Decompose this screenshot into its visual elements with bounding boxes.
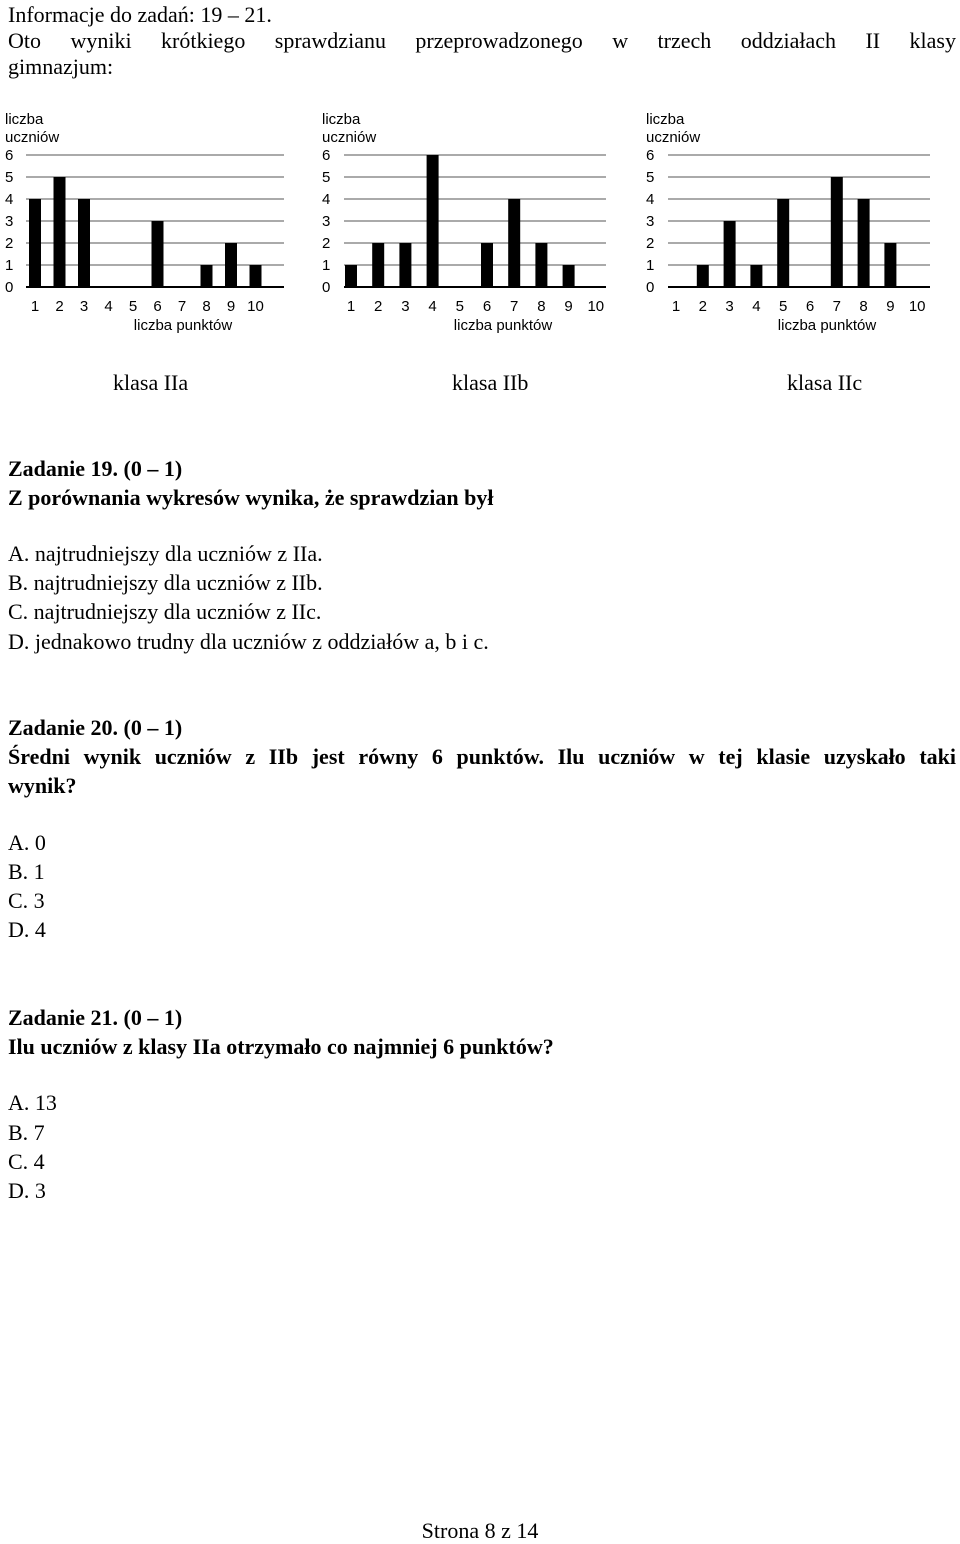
chart-1-bar bbox=[225, 243, 237, 287]
chart-2-bar bbox=[372, 243, 384, 287]
chart-1-xtick-label: 3 bbox=[79, 298, 89, 315]
chart-2-bar bbox=[399, 243, 411, 287]
chart-2-ytick-label: 2 bbox=[322, 235, 331, 252]
chart-caption-iic: klasa IIc bbox=[787, 370, 863, 395]
task-21-option-b: B. 7 bbox=[8, 1120, 45, 1145]
chart-3-ylabel: liczba bbox=[646, 111, 685, 128]
chart-1-ytick-label: 5 bbox=[5, 169, 14, 186]
chart-2-xtick-label: 2 bbox=[374, 298, 383, 315]
chart-1-xtick-label: 7 bbox=[177, 298, 187, 315]
chart-1-xtick-label: 4 bbox=[104, 298, 113, 315]
chart-2-bar bbox=[345, 265, 357, 287]
chart-3-xtick-label: 8 bbox=[859, 298, 868, 315]
chart-1-xtick-label: 8 bbox=[202, 298, 211, 315]
chart-1-bar bbox=[54, 177, 66, 287]
chart-3-ytick-label: 3 bbox=[646, 213, 655, 230]
chart-1-ytick-label: 0 bbox=[5, 279, 14, 296]
chart-1-ytick-label: 4 bbox=[5, 191, 14, 208]
chart-1-xtick-label: 10 bbox=[247, 298, 264, 315]
chart-2-bar bbox=[427, 155, 439, 287]
chart-2-xtick-label: 8 bbox=[537, 298, 546, 315]
chart-3-xtick-label: 5 bbox=[779, 298, 788, 315]
task-20-option-a: A. 0 bbox=[8, 830, 46, 855]
task-21-option-d: D. 3 bbox=[8, 1178, 46, 1203]
task-19-header: Zadanie 19. (0 – 1) bbox=[8, 456, 183, 481]
chart-3-xtick-label: 4 bbox=[752, 298, 761, 315]
chart-3-ytick-label: 2 bbox=[646, 235, 655, 252]
chart-1-xlabel: liczba punktów bbox=[133, 317, 233, 334]
chart-1-ytick-label: 2 bbox=[5, 235, 14, 252]
chart-1-bar bbox=[152, 221, 164, 287]
chart-2-bar bbox=[481, 243, 493, 287]
intro-text: Oto wyniki krótkiego sprawdzianu przeprowadzonego w trzech oddziałach II klasy bbox=[8, 28, 956, 53]
chart-2-bar bbox=[563, 265, 575, 287]
chart-caption-iib: klasa IIb bbox=[452, 370, 529, 395]
task-20-option-d: D. 4 bbox=[8, 917, 46, 942]
chart-2-ytick-label: 6 bbox=[322, 147, 331, 164]
chart-3-xtick-label: 9 bbox=[886, 298, 895, 315]
chart-2-xtick-label: 9 bbox=[564, 298, 573, 315]
bar-charts bbox=[0, 100, 960, 340]
task-20-option-c: C. 3 bbox=[8, 888, 45, 913]
chart-caption-iia: klasa IIa bbox=[113, 370, 189, 395]
chart-1-bar bbox=[250, 265, 262, 287]
task-20-option-b: B. 1 bbox=[8, 859, 45, 884]
chart-1-ytick-label: 3 bbox=[5, 213, 14, 230]
chart-3-xtick-label: 6 bbox=[805, 298, 815, 315]
page-footer: Strona 8 z 14 bbox=[421, 1518, 539, 1543]
task-21-header: Zadanie 21. (0 – 1) bbox=[8, 1005, 183, 1030]
chart-1-xtick-label: 2 bbox=[55, 298, 64, 315]
task-19-option-c: C. najtrudniejszy dla uczniów z IIc. bbox=[8, 599, 322, 624]
intro-text-end: gimnazjum: bbox=[8, 54, 114, 79]
chart-2-bar bbox=[508, 199, 520, 287]
chart-3-bar bbox=[858, 199, 870, 287]
chart-1-ytick-label: 1 bbox=[5, 257, 14, 274]
chart-3-bar bbox=[831, 177, 843, 287]
chart-1-xtick-label: 1 bbox=[30, 298, 40, 315]
chart-3-ytick-label: 0 bbox=[646, 279, 655, 296]
chart-2-xtick-label: 3 bbox=[401, 298, 410, 315]
task-21-option-a: A. 13 bbox=[8, 1090, 57, 1115]
chart-2-ytick-label: 0 bbox=[322, 279, 331, 296]
task-20-question: Średni wynik uczniów z IIb jest równy 6 punktów. Ilu uczniów w tej klasie uzyskało taki bbox=[8, 744, 956, 769]
chart-2-ytick-label: 1 bbox=[322, 257, 331, 274]
chart-2-ytick-label: 5 bbox=[322, 169, 331, 186]
chart-1-xtick-label: 6 bbox=[153, 298, 162, 315]
chart-2-ytick-label: 3 bbox=[322, 213, 331, 230]
chart-2-xlabel: liczba punktów bbox=[453, 317, 553, 334]
intro-title: Informacje do zadań: 19 – 21. bbox=[8, 2, 272, 27]
chart-3-ytick-label: 4 bbox=[646, 191, 655, 208]
chart-3-ytick-label: 5 bbox=[646, 169, 655, 186]
task-21-option-c: C. 4 bbox=[8, 1149, 45, 1174]
chart-3-xtick-label: 7 bbox=[832, 298, 841, 315]
task-19-question: Z porównania wykresów wynika, że sprawdzian był bbox=[8, 485, 494, 510]
chart-3-xtick-label: 3 bbox=[725, 298, 734, 315]
task-19-option-a: A. najtrudniejszy dla uczniów z IIa. bbox=[8, 541, 323, 566]
chart-2-xtick-label: 4 bbox=[428, 298, 437, 315]
chart-3-xlabel: liczba punktów bbox=[777, 317, 877, 334]
chart-3-bar bbox=[884, 243, 896, 287]
task-20-header: Zadanie 20. (0 – 1) bbox=[8, 715, 183, 740]
chart-3-bar bbox=[724, 221, 736, 287]
chart-1-ytick-label: 6 bbox=[5, 147, 14, 164]
chart-3-ylabel: uczniów bbox=[646, 129, 701, 146]
chart-3-xtick-label: 2 bbox=[698, 298, 707, 315]
task-20-question-end: wynik? bbox=[8, 773, 77, 798]
task-21-question: Ilu uczniów z klasy IIa otrzymało co najmniej 6 punktów? bbox=[8, 1034, 554, 1059]
chart-1-bar bbox=[29, 199, 41, 287]
task-19-option-b: B. najtrudniejszy dla uczniów z IIb. bbox=[8, 570, 323, 595]
chart-3-xtick-label: 10 bbox=[908, 298, 926, 315]
chart-3-ytick-label: 6 bbox=[646, 147, 655, 164]
chart-2-xtick-label: 5 bbox=[455, 298, 464, 315]
chart-1-xtick-label: 5 bbox=[128, 298, 138, 315]
chart-3-bar bbox=[697, 265, 709, 287]
chart-2-xtick-label: 7 bbox=[510, 298, 519, 315]
chart-2-ytick-label: 4 bbox=[322, 191, 331, 208]
chart-1-bar bbox=[78, 199, 90, 287]
chart-2-xtick-label: 10 bbox=[587, 298, 605, 315]
chart-1-ylabel: uczniów bbox=[5, 129, 60, 146]
chart-2-ylabel: uczniów bbox=[322, 129, 377, 146]
chart-3-bar bbox=[750, 265, 762, 287]
chart-3-bar bbox=[777, 199, 789, 287]
chart-2-xtick-label: 6 bbox=[482, 298, 492, 315]
chart-1-bar bbox=[201, 265, 213, 287]
chart-2-xtick-label: 1 bbox=[346, 298, 356, 315]
chart-3-ytick-label: 1 bbox=[646, 257, 655, 274]
chart-1-xtick-label: 9 bbox=[226, 298, 236, 315]
task-19-option-d: D. jednakowo trudny dla uczniów z oddziałów a, b i c. bbox=[8, 629, 489, 654]
chart-2-ylabel: liczba bbox=[322, 111, 361, 128]
chart-1-ylabel: liczba bbox=[5, 111, 44, 128]
chart-2-bar bbox=[535, 243, 547, 287]
chart-3-xtick-label: 1 bbox=[671, 298, 681, 315]
